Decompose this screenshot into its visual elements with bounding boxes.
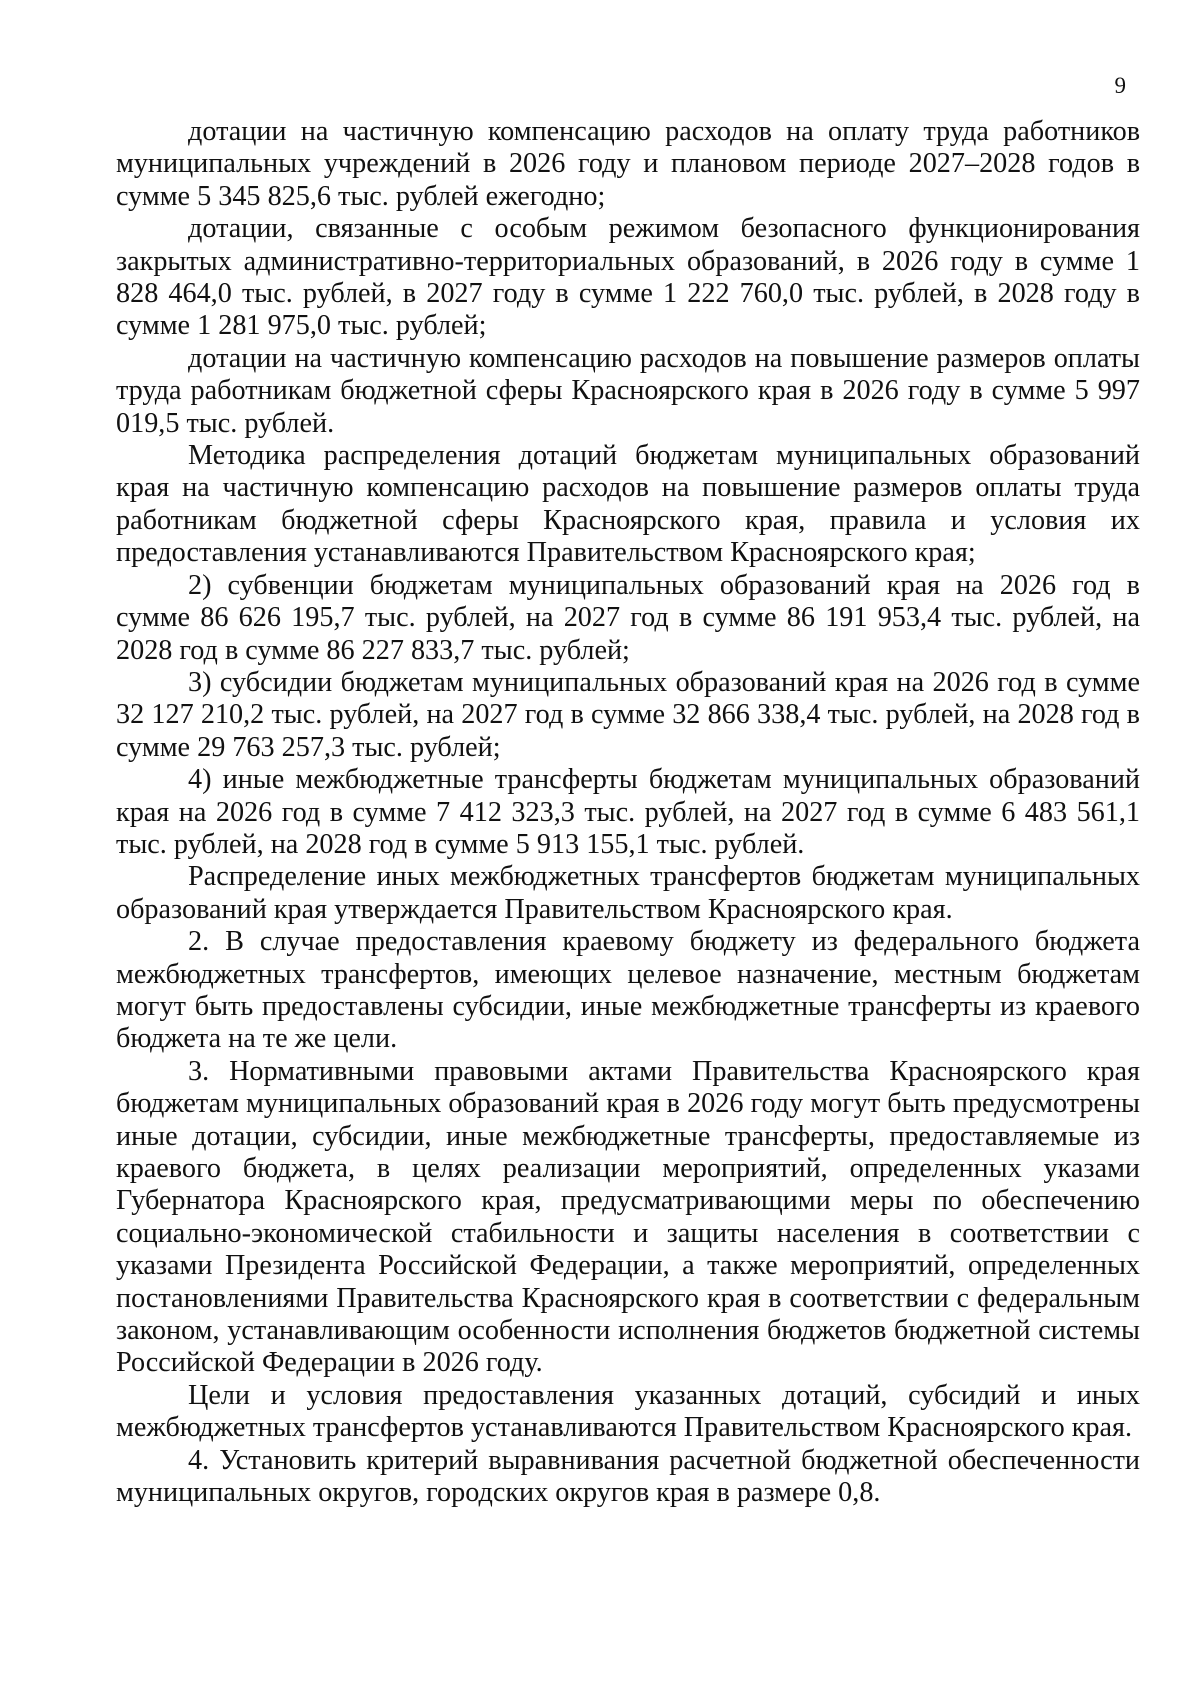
paragraph-subsidies: 3) субсидии бюджетам муниципальных образований края на 2026 год в сумме 32 127 210,2 тыс. рублей, на 2027 год в сумме 32 866 338,4 тыс. рублей, на 2028 год в сумме 29 763 257,3 тыс. рублей; (116, 666, 1140, 763)
paragraph-methodology: Методика распределения дотаций бюджетам муниципальных образований края на частичную компенсацию расходов на повышение размеров оплаты труда работникам бюджетной сферы Красноярского края, правила и условия их предоставления устанавливаются Правительством Красноярского края; (116, 440, 1140, 569)
paragraph-item-3: 3. Нормативными правовыми актами Правительства Красноярского края бюджетам муниципальных образований края в 2026 году могут быть предусмотрены иные дотации, субсидии, иные межбюджетные трансферты, предоставляемые из краевого бюджета, в целях реализации мероприятий, определенных указами Губернатора Красноярского края, предусматривающими меры по обеспечению социально-экономической стабильности и защиты населения в соответствии с указами Президента Российской Федерации, а также мероприятий, определенных постановлениями Правительства Красноярского края в соответствии с федеральным законом, устанавливающим особенности исполнения бюджетов бюджетной системы Российской Федерации в 2026 году. (116, 1055, 1140, 1379)
paragraph-subsidies-wages: дотации на частичную компенсацию расходов на оплату труда работников муниципальных учреждений в 2026 году и плановом периоде 2027–2028 годов в сумме 5 345 825,6 тыс. рублей ежегодно; (116, 116, 1140, 212)
paragraph-goals-conditions: Цели и условия предоставления указанных дотаций, субсидий и иных межбюджетных трансфертов устанавливаются Правительством Красноярского края. (116, 1379, 1140, 1444)
page-number: 9 (1114, 73, 1126, 98)
paragraph-transfers-distribution: Распределение иных межбюджетных трансфертов бюджетам муниципальных образований края утверждается Правительством Красноярского края. (116, 861, 1140, 925)
paragraph-subsidies-zato: дотации, связанные с особым режимом безопасного функционирования закрытых административно-территориальных образований, в 2026 году в сумме 1 828 464,0 тыс. рублей, в 2027 году в сумме 1 222 760,0 тыс. рублей, в 2028 году в сумме 1 281 975,0 тыс. рублей; (116, 213, 1140, 342)
paragraph-subsidies-salary-increase: дотации на частичную компенсацию расходов на повышение размеров оплаты труда работникам бюджетной сферы Красноярского края в 2026 году в сумме 5 997 019,5 тыс. рублей. (116, 342, 1140, 439)
document-body (116, 116, 1140, 1509)
paragraph-item-2: 2. В случае предоставления краевому бюджету из федерального бюджета межбюджетных трансфертов, имеющих целевое назначение, местным бюджетам могут быть предоставлены субсидии, иные межбюджетные трансферты из краевого бюджета на те же цели. (116, 926, 1140, 1055)
paragraph-other-transfers: 4) иные межбюджетные трансферты бюджетам муниципальных образований края на 2026 год в сумме 7 412 323,3 тыс. рублей, на 2027 год в сумме 6 483 561,1 тыс. рублей, на 2028 год в сумме 5 913 155,1 тыс. рублей. (116, 764, 1140, 860)
paragraph-item-4: 4. Установить критерий выравнивания расчетной бюджетной обеспеченности муниципальных округов, городских округов края в размере 0,8. (116, 1444, 1140, 1509)
paragraph-subventions: 2) субвенции бюджетам муниципальных образований края на 2026 год в сумме 86 626 195,7 тыс. рублей, на 2027 год в сумме 86 191 953,4 тыс. рублей, на 2028 год в сумме 86 227 833,7 тыс. рублей; (116, 569, 1140, 666)
